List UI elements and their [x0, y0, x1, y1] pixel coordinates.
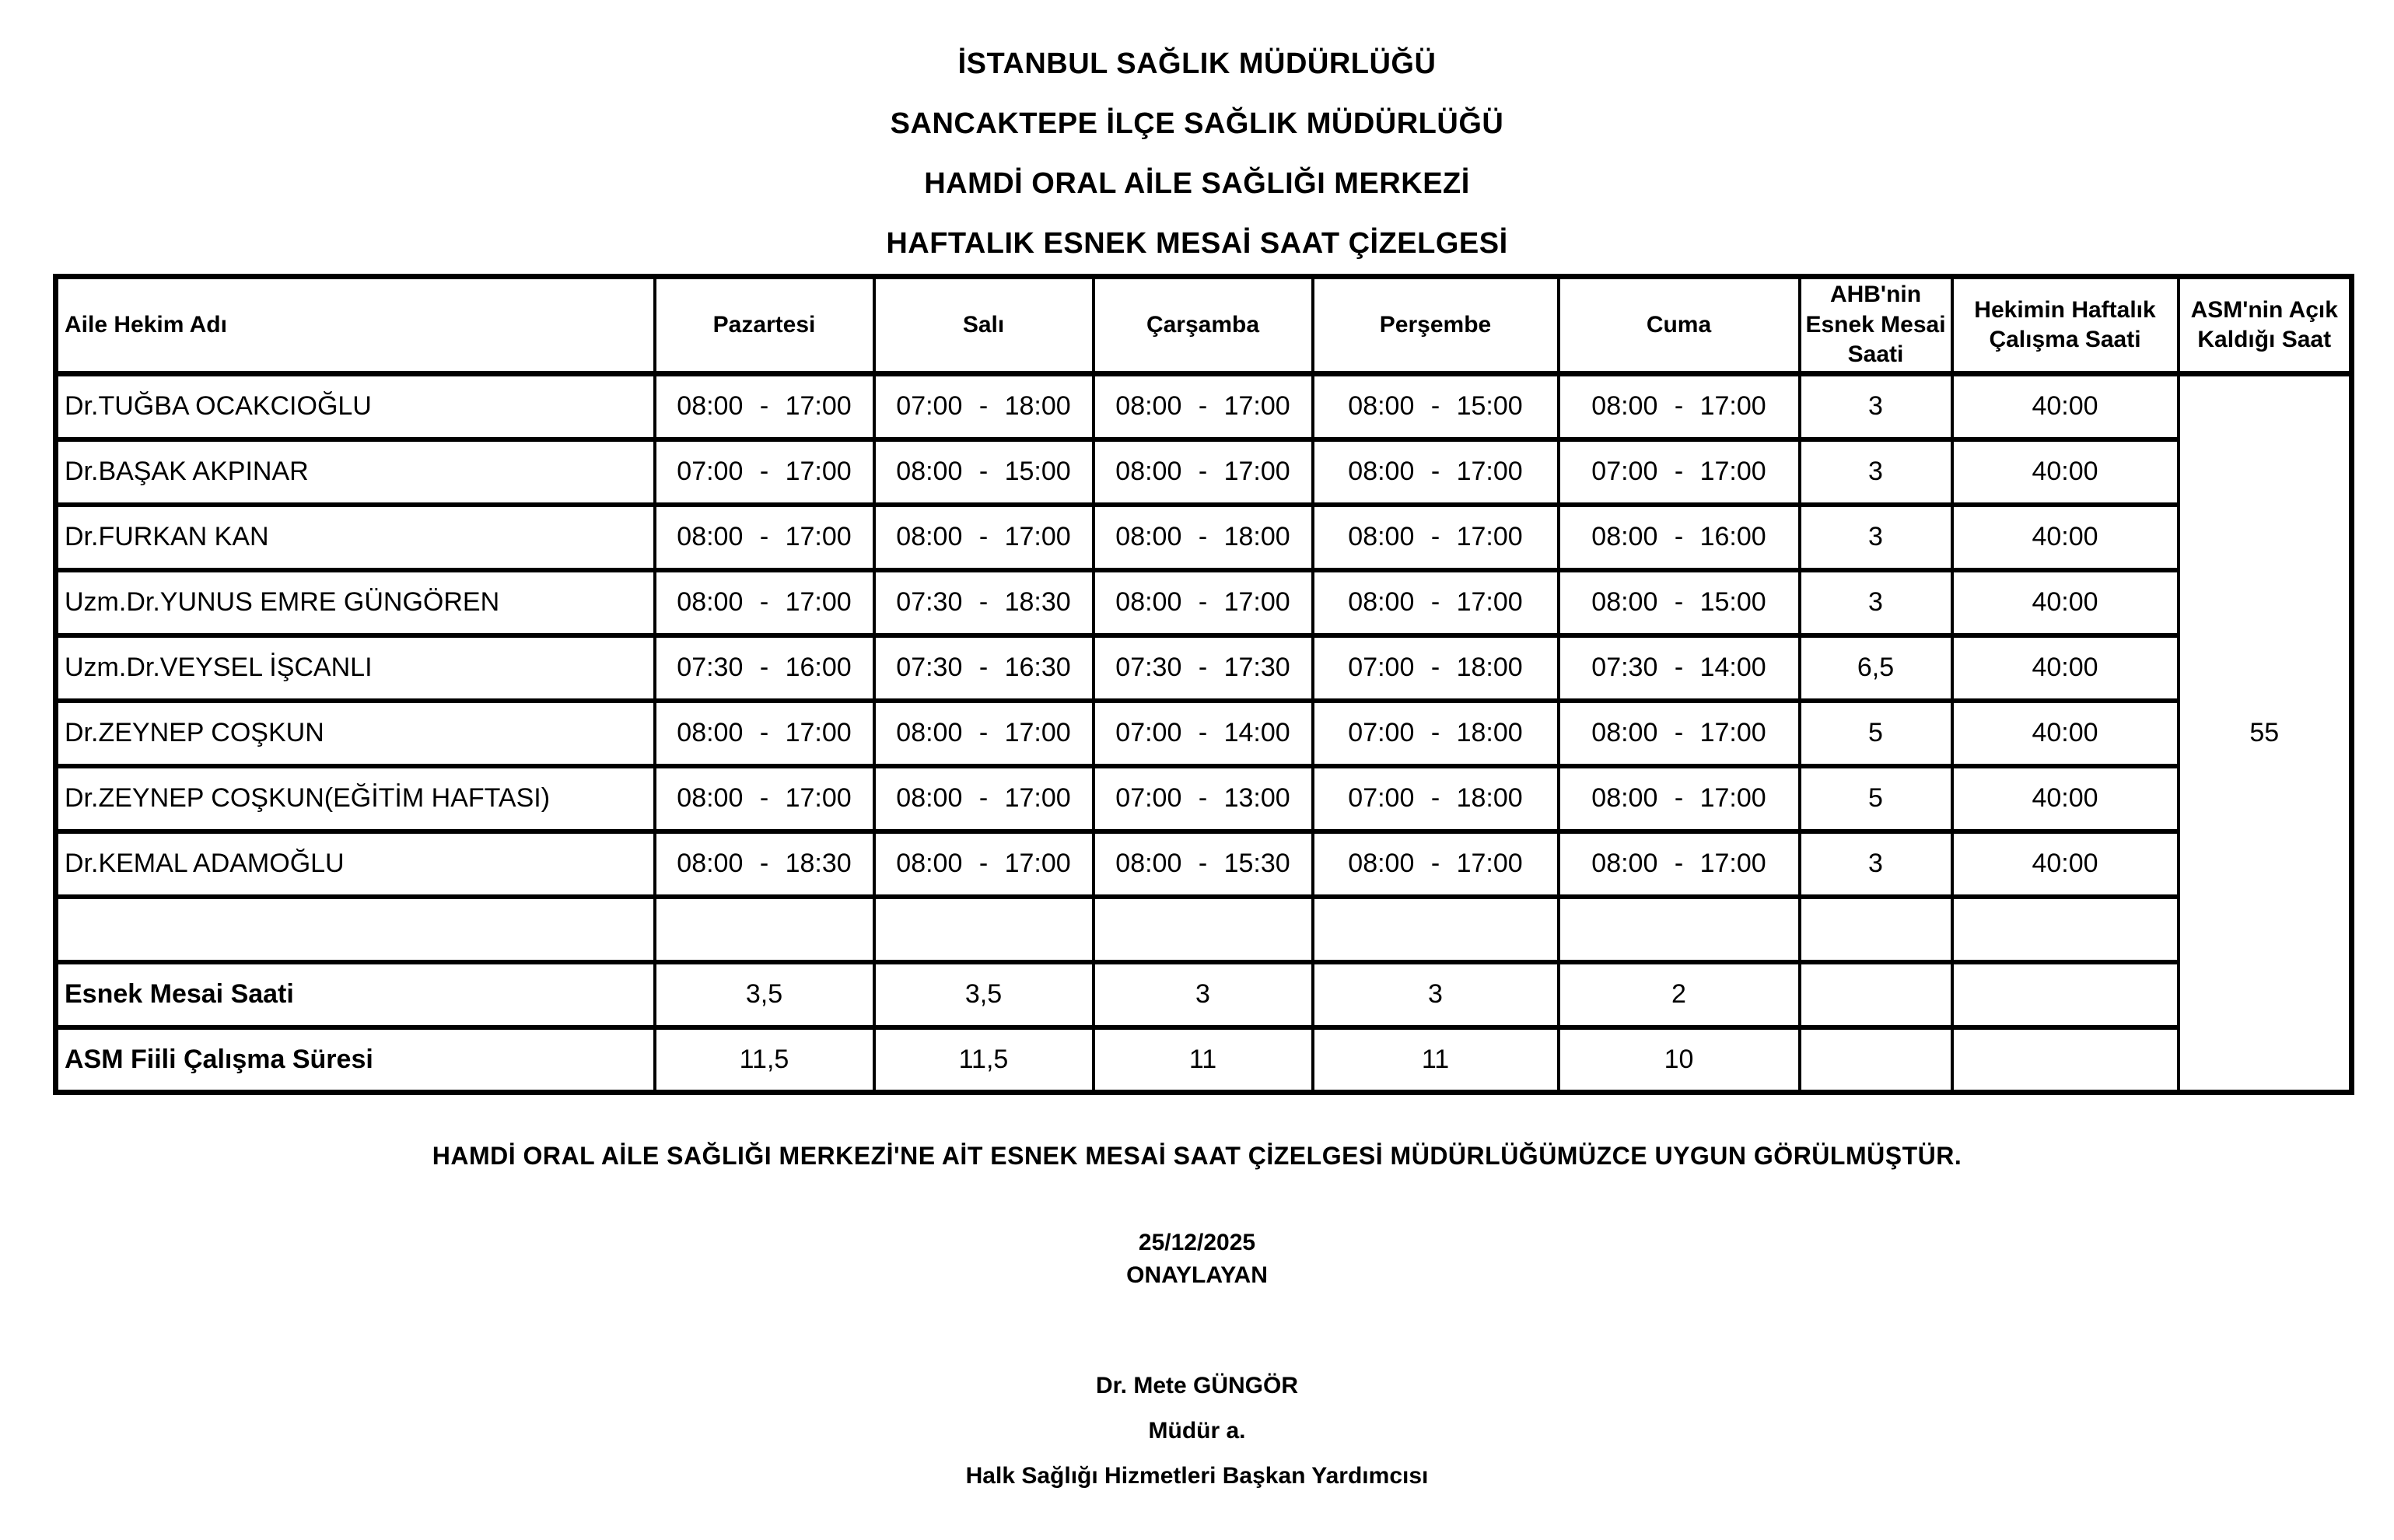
empty-cell: [874, 897, 1094, 962]
empty-cell: [1313, 897, 1559, 962]
doctor-row: [56, 766, 2352, 831]
flex-hours-cell: 3: [1800, 374, 1952, 439]
schedule-time-cell: 07:00 - 17:00: [655, 439, 874, 505]
weekly-hours-cell: 40:00: [1952, 766, 2179, 831]
schedule-time-cell: 07:00 - 18:00: [874, 374, 1094, 439]
weekly-hours-cell: 40:00: [1952, 701, 2179, 766]
weekly-hours-cell: 40:00: [1952, 505, 2179, 570]
schedule-time-cell: 08:00 - 17:00: [1313, 505, 1559, 570]
doctor-name-cell: Dr.ZEYNEP COŞKUN: [56, 701, 655, 766]
col-header-tuesday: Salı: [874, 277, 1094, 374]
schedule-time-cell: 08:00 - 17:00: [1313, 570, 1559, 635]
weekly-hours-cell: 40:00: [1952, 831, 2179, 897]
weekly-hours-cell: 40:00: [1952, 635, 2179, 701]
schedule-time-cell: 07:00 - 18:00: [1313, 701, 1559, 766]
summary-value-cell: 11: [1313, 1027, 1559, 1093]
summary-row: [56, 962, 2352, 1027]
flex-hours-cell: 6,5: [1800, 635, 1952, 701]
weekly-hours-cell: 40:00: [1952, 570, 2179, 635]
summary-empty-flex-cell: [1800, 962, 1952, 1027]
schedule-time-cell: 07:00 - 17:00: [1559, 439, 1800, 505]
doctor-row: [56, 701, 2352, 766]
schedule-time-cell: 08:00 - 17:00: [874, 505, 1094, 570]
summary-empty-weekly-cell: [1952, 1027, 2179, 1093]
schedule-time-cell: 08:00 - 17:00: [1313, 439, 1559, 505]
schedule-time-cell: 08:00 - 17:00: [655, 570, 874, 635]
doctor-name-cell: Dr.KEMAL ADAMOĞLU: [56, 831, 655, 897]
col-header-friday: Cuma: [1559, 277, 1800, 374]
schedule-time-cell: 08:00 - 17:00: [1094, 439, 1313, 505]
flex-hours-cell: 3: [1800, 831, 1952, 897]
schedule-time-cell: 08:00 - 18:30: [655, 831, 874, 897]
doctor-name-cell: Uzm.Dr.VEYSEL İŞCANLI: [56, 635, 655, 701]
schedule-time-cell: 07:30 - 14:00: [1559, 635, 1800, 701]
summary-empty-flex-cell: [1800, 1027, 1952, 1093]
schedule-time-cell: 08:00 - 17:00: [1559, 831, 1800, 897]
summary-value-cell: 10: [1559, 1027, 1800, 1093]
summary-value-cell: 11,5: [655, 1027, 874, 1093]
schedule-time-cell: 08:00 - 15:00: [874, 439, 1094, 505]
col-header-doctor-name: Aile Hekim Adı: [56, 277, 655, 374]
col-header-thursday: Perşembe: [1313, 277, 1559, 374]
schedule-time-cell: 07:00 - 18:00: [1313, 635, 1559, 701]
schedule-time-cell: 08:00 - 17:00: [655, 766, 874, 831]
empty-cell: [1800, 897, 1952, 962]
schedule-time-cell: 08:00 - 17:00: [1094, 570, 1313, 635]
doctor-row: [56, 439, 2352, 505]
schedule-time-cell: 07:30 - 16:30: [874, 635, 1094, 701]
doctor-row: [56, 505, 2352, 570]
empty-cell: [1559, 897, 1800, 962]
schedule-time-cell: 08:00 - 17:00: [655, 701, 874, 766]
title-district-directorate: SANCAKTEPE İLÇE SAĞLIK MÜDÜRLÜĞÜ: [890, 107, 1504, 140]
summary-label-cell: ASM Fiili Çalışma Süresi: [56, 1027, 655, 1093]
asm-open-total-cell: 55: [2179, 374, 2352, 1093]
summary-value-cell: 11: [1094, 1027, 1313, 1093]
schedule-time-cell: 08:00 - 17:00: [1313, 831, 1559, 897]
summary-value-cell: 2: [1559, 962, 1800, 1027]
col-header-flex-hours: AHB'nin Esnek Mesai Saati: [1800, 277, 1952, 374]
signer-role: Müdür a.: [1148, 1418, 1246, 1444]
summary-value-cell: 3: [1094, 962, 1313, 1027]
flex-hours-cell: 5: [1800, 766, 1952, 831]
flex-hours-cell: 3: [1800, 505, 1952, 570]
schedule-time-cell: 08:00 - 15:30: [1094, 831, 1313, 897]
col-header-wednesday: Çarşamba: [1094, 277, 1313, 374]
document-header: [0, 0, 2394, 274]
col-header-asm-open-hours: ASM'nin Açık Kaldığı Saat: [2179, 277, 2352, 374]
schedule-time-cell: 07:00 - 14:00: [1094, 701, 1313, 766]
schedule-time-cell: 08:00 - 18:00: [1094, 505, 1313, 570]
summary-value-cell: 11,5: [874, 1027, 1094, 1093]
weekly-schedule-table: [53, 274, 2354, 1095]
schedule-time-cell: 08:00 - 17:00: [1559, 701, 1800, 766]
signer-name: Dr. Mete GÜNGÖR: [1095, 1373, 1299, 1398]
summary-row: [56, 1027, 2352, 1093]
schedule-time-cell: 07:00 - 13:00: [1094, 766, 1313, 831]
schedule-time-cell: 08:00 - 17:00: [655, 505, 874, 570]
approval-date: 25/12/2025: [1138, 1230, 1256, 1255]
doctor-name-cell: Dr.TUĞBA OCAKCIOĞLU: [56, 374, 655, 439]
schedule-time-cell: 08:00 - 15:00: [1313, 374, 1559, 439]
schedule-time-cell: 08:00 - 17:00: [1559, 766, 1800, 831]
title-health-center: HAMDİ ORAL AİLE SAĞLIĞI MERKEZİ: [924, 167, 1470, 200]
document-footer: [0, 1142, 2394, 1499]
doctor-row: [56, 831, 2352, 897]
schedule-time-cell: 07:00 - 18:00: [1313, 766, 1559, 831]
flex-hours-cell: 3: [1800, 439, 1952, 505]
empty-cell: [655, 897, 874, 962]
title-document-name: HAFTALIK ESNEK MESAİ SAAT ÇİZELGESİ: [886, 227, 1508, 260]
summary-empty-weekly-cell: [1952, 962, 2179, 1027]
doctor-name-cell: Dr.BAŞAK AKPINAR: [56, 439, 655, 505]
title-province-directorate: İSTANBUL SAĞLIK MÜDÜRLÜĞÜ: [957, 47, 1437, 80]
summary-label-cell: Esnek Mesai Saati: [56, 962, 655, 1027]
schedule-time-cell: 07:30 - 17:30: [1094, 635, 1313, 701]
schedule-time-cell: 08:00 - 16:00: [1559, 505, 1800, 570]
doctor-row: [56, 570, 2352, 635]
approver-label: ONAYLAYAN: [1126, 1262, 1268, 1288]
schedule-time-cell: 08:00 - 17:00: [874, 766, 1094, 831]
empty-cell: [56, 897, 655, 962]
signer-department: Halk Sağlığı Hizmetleri Başkan Yardımcısı: [965, 1463, 1429, 1489]
signature-block: [0, 1363, 2394, 1499]
doctor-name-cell: Uzm.Dr.YUNUS EMRE GÜNGÖREN: [56, 570, 655, 635]
empty-cell: [1952, 897, 2179, 962]
schedule-time-cell: 07:30 - 16:00: [655, 635, 874, 701]
table-header-row: [56, 277, 2352, 374]
col-header-weekly-hours: Hekimin Haftalık Çalışma Saati: [1952, 277, 2179, 374]
summary-value-cell: 3,5: [874, 962, 1094, 1027]
doctor-name-cell: Dr.ZEYNEP COŞKUN(EĞİTİM HAFTASI): [56, 766, 655, 831]
flex-hours-cell: 5: [1800, 701, 1952, 766]
schedule-time-cell: 08:00 - 17:00: [655, 374, 874, 439]
doctor-row: [56, 635, 2352, 701]
summary-value-cell: 3: [1313, 962, 1559, 1027]
schedule-time-cell: 08:00 - 17:00: [1094, 374, 1313, 439]
schedule-time-cell: 08:00 - 17:00: [1559, 374, 1800, 439]
schedule-time-cell: 08:00 - 17:00: [874, 831, 1094, 897]
doctor-name-cell: Dr.FURKAN KAN: [56, 505, 655, 570]
weekly-hours-cell: 40:00: [1952, 374, 2179, 439]
empty-row: [56, 897, 2352, 962]
col-header-monday: Pazartesi: [655, 277, 874, 374]
flex-hours-cell: 3: [1800, 570, 1952, 635]
doctor-row: [56, 374, 2352, 439]
weekly-hours-cell: 40:00: [1952, 439, 2179, 505]
schedule-time-cell: 07:30 - 18:30: [874, 570, 1094, 635]
summary-value-cell: 3,5: [655, 962, 874, 1027]
empty-cell: [1094, 897, 1313, 962]
approval-statement: HAMDİ ORAL AİLE SAĞLIĞI MERKEZİ'NE AİT ESNEK MESAİ SAAT ÇİZELGESİ MÜDÜRLÜĞÜMÜZCE UYGUN GÖRÜLMÜŞTÜR.: [432, 1142, 1962, 1170]
schedule-time-cell: 08:00 - 17:00: [874, 701, 1094, 766]
schedule-time-cell: 08:00 - 15:00: [1559, 570, 1800, 635]
